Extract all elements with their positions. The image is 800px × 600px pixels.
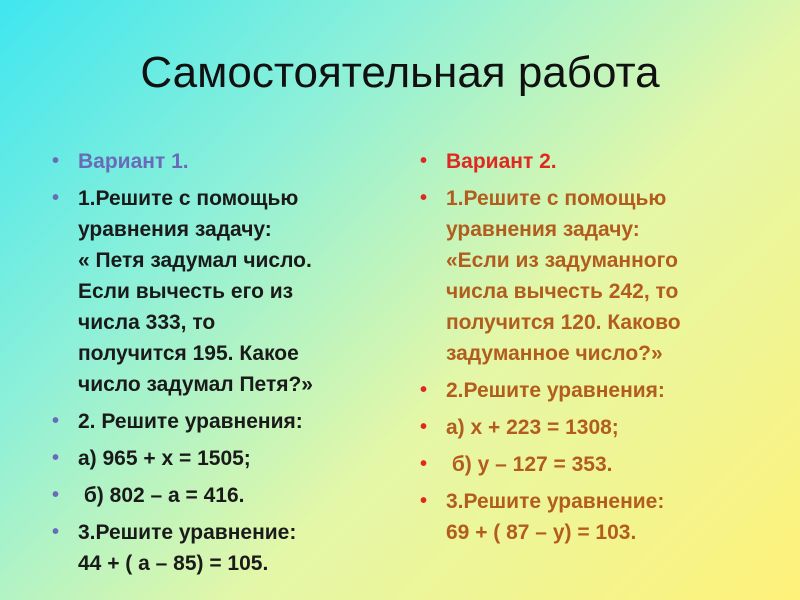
task-line: 3.Решите уравнение: xyxy=(446,490,665,513)
slide-title: Самостоятельная работа xyxy=(140,48,660,97)
bullet-icon: • xyxy=(420,187,428,209)
task-line: числа вычесть 242, то xyxy=(446,280,679,303)
task-line: числа 333, то xyxy=(78,311,216,334)
variant-1-task-1 xyxy=(52,183,402,400)
task-line: уравнения задачу: xyxy=(78,218,272,241)
task-line: а) 965 + х = 1505; xyxy=(78,447,251,470)
bullet-icon: • xyxy=(52,521,60,543)
variant-2-task-2 xyxy=(420,375,780,406)
bullet-icon: • xyxy=(420,379,428,401)
task-line: число задумал Петя?» xyxy=(78,373,313,396)
variant-2-column xyxy=(420,146,780,554)
variant-1-heading: Вариант 1. xyxy=(78,150,189,173)
task-line: задуманное число?» xyxy=(446,342,663,365)
variant-2-equation-b xyxy=(420,449,780,480)
bullet-icon: • xyxy=(52,484,60,506)
task-line: 3.Решите уравнение: xyxy=(78,521,297,544)
task-line: получится 195. Какое xyxy=(78,342,299,365)
task-line: 2.Решите уравнения: xyxy=(446,379,665,402)
variant-1-task-2 xyxy=(52,406,402,437)
task-line: получится 120. Каково xyxy=(446,311,681,334)
bullet-icon: • xyxy=(420,490,428,512)
task-line: б) 802 – а = 416. xyxy=(78,484,245,507)
bullet-icon: • xyxy=(52,187,60,209)
variant-1-equation-a xyxy=(52,443,402,474)
task-line: «Если из задуманного xyxy=(446,249,678,272)
task-line: 1.Решите с помощью xyxy=(78,187,299,210)
task-line: Если вычесть его из xyxy=(78,280,294,303)
task-line: б) у – 127 = 353. xyxy=(446,453,613,476)
bullet-icon: • xyxy=(52,447,60,469)
task-line: уравнения задачу: xyxy=(446,218,640,241)
bullet-icon: • xyxy=(420,150,428,172)
variant-2-heading: Вариант 2. xyxy=(446,150,557,173)
bullet-icon: • xyxy=(420,453,428,475)
variant-2-equation-a xyxy=(420,412,780,443)
variant-2-task-1 xyxy=(420,183,780,369)
variant-2-heading-item xyxy=(420,146,780,177)
bullet-icon: • xyxy=(420,416,428,438)
bullet-icon: • xyxy=(52,410,60,432)
variant-1-task-3 xyxy=(52,517,402,579)
variant-1-heading-item xyxy=(52,146,402,177)
task-line: 44 + ( а – 85) = 105. xyxy=(78,552,269,575)
task-line: а) х + 223 = 1308; xyxy=(446,416,619,439)
variant-1-equation-b xyxy=(52,480,402,511)
task-line: 69 + ( 87 – у) = 103. xyxy=(446,521,637,544)
task-line: 2. Решите уравнения: xyxy=(78,410,303,433)
task-line: « Петя задумал число. xyxy=(78,249,312,272)
task-line: 1.Решите с помощью xyxy=(446,187,667,210)
bullet-icon: • xyxy=(52,150,60,172)
variant-2-task-3 xyxy=(420,486,780,548)
variant-1-column xyxy=(52,146,402,585)
